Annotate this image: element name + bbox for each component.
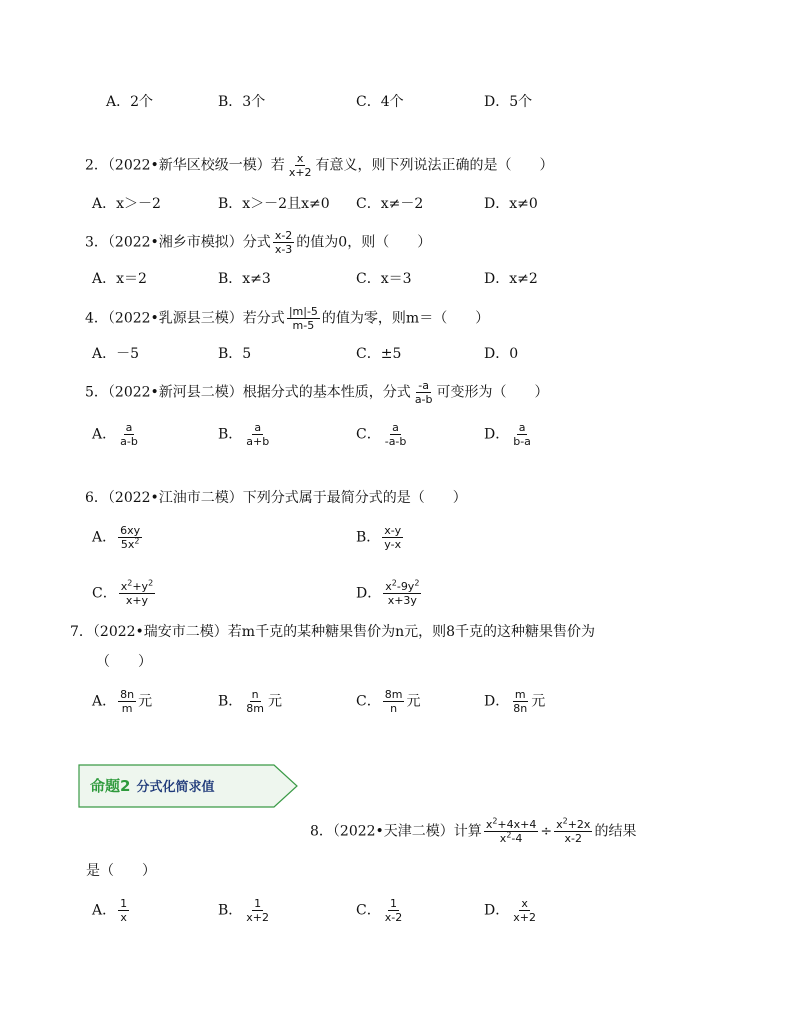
q7-number: 7． (70, 624, 93, 640)
q2-option-b[interactable]: B．x＞－2且x≠0 (218, 196, 330, 212)
q1-option-c[interactable]: C．4个 (356, 94, 404, 110)
q8-b-num: 1 (254, 897, 262, 910)
q8-frac-d (511, 897, 538, 924)
q5-b-num: a (254, 421, 262, 434)
q2-option-c[interactable]: C．x≠－2 (356, 196, 424, 212)
q8-frac-a (118, 897, 129, 924)
q8-f1-n2: 2 (492, 816, 498, 826)
q8-label-a: A． (92, 902, 117, 919)
q7-option-a[interactable] (92, 688, 152, 715)
q6-d-den: x+3y (387, 594, 417, 607)
q2-frac-num: x (296, 152, 304, 165)
q6-d-n1: x (385, 580, 392, 593)
q6-frac-b (382, 524, 403, 551)
q6-option-d[interactable] (356, 580, 423, 607)
q8-source: （2022•天津二模）计算 (332, 823, 482, 840)
q6-d-n3: -9y (396, 580, 415, 593)
q6-option-b[interactable] (356, 524, 405, 551)
q3-number: 3． (85, 234, 108, 251)
q8-fraction-2 (554, 818, 592, 845)
q8-d-num: x (521, 897, 528, 910)
q3-option-b[interactable]: B．x≠3 (218, 271, 271, 287)
q3-option-c[interactable]: C．x＝3 (356, 271, 412, 287)
q8-label-b: B． (218, 902, 243, 919)
q8-f1-d3: -4 (511, 832, 523, 845)
q5-label-a: A． (92, 426, 117, 443)
q5-d-num: a (518, 421, 526, 434)
q4-stem (85, 305, 489, 332)
q2-source: （2022•新华区校级一模）若 (107, 157, 285, 174)
q8-a-den: x (120, 911, 127, 924)
q7-label-c: C． (356, 693, 381, 710)
q7-b-den: 8m (246, 702, 265, 715)
q8-frac1-den (498, 832, 525, 845)
q8-stem (310, 818, 636, 845)
q5-b-den: a+b (246, 435, 270, 448)
q5-fraction (413, 379, 435, 406)
q6-a-den (119, 538, 142, 551)
q7-a-num: 8n (120, 688, 135, 701)
q7-option-c[interactable] (356, 688, 420, 715)
q8-f1-d1: x (499, 832, 507, 845)
section-banner-title (90, 775, 214, 796)
q3-frac-den: x-3 (274, 243, 293, 256)
q5-tail: 可变形为（ ） (436, 384, 549, 401)
q8-f2-n3: +2x (567, 818, 591, 831)
q3-option-d[interactable]: D．x≠2 (484, 271, 538, 287)
q5-label-d: D． (484, 426, 510, 443)
q4-option-c[interactable]: C．±5 (356, 346, 402, 362)
q8-option-c[interactable] (356, 897, 406, 924)
q4-frac-den: m-5 (292, 319, 315, 332)
q8-line2: 是（ ） (86, 863, 156, 879)
q6-a-den-base: 5x (120, 538, 135, 551)
q8-label-d: D． (484, 902, 510, 919)
q2-number: 2． (85, 157, 108, 174)
q6-label-c: C． (92, 585, 117, 602)
q6-label-b: B． (356, 529, 381, 546)
q3-option-a[interactable]: A．x＝2 (92, 271, 147, 287)
q6-frac-d (383, 580, 421, 607)
q5-option-d[interactable] (484, 421, 535, 448)
q8-option-a[interactable] (92, 897, 131, 924)
q5-frac-den: a-b (414, 393, 433, 406)
q7-c-den: n (390, 702, 398, 715)
q5-label-b: B． (218, 426, 243, 443)
q8-option-d[interactable] (484, 897, 540, 924)
q6-b-den: y-x (384, 538, 402, 551)
section-banner-text: 分式化简求值 (136, 780, 215, 795)
q8-f2-n2: 2 (562, 816, 568, 826)
q7-frac-d (511, 688, 529, 715)
q4-frac-num: |m|-5 (288, 305, 318, 318)
q5-label-c: C． (356, 426, 381, 443)
q6-d-n4: 2 (414, 578, 420, 588)
q6-b-num: x-y (384, 524, 402, 537)
q7-unit-d: 元 (531, 693, 546, 710)
q7-unit-a: 元 (138, 693, 153, 710)
q8-frac2-num (554, 818, 592, 832)
q4-option-d[interactable]: D．0 (484, 346, 519, 362)
q3-source: （2022•湘乡市模拟）分式 (107, 234, 271, 251)
q8-c-num: 1 (389, 897, 397, 910)
q6-label-a: A． (92, 529, 117, 546)
q5-c-den: -a-b (384, 435, 407, 448)
q4-tail: 的值为零，则m＝（ ） (321, 310, 490, 327)
q8-fraction-1 (484, 818, 539, 845)
q5-d-den: b-a (513, 435, 531, 448)
q7-option-d[interactable] (484, 688, 545, 715)
q7-a-den: m (121, 702, 133, 715)
q5-frac-c (383, 421, 409, 448)
q6-option-a[interactable] (92, 524, 144, 551)
q8-frac-b (244, 897, 271, 924)
q3-stem (85, 229, 431, 256)
q8-operator: ÷ (540, 823, 553, 840)
q6-c-den: x+y (125, 594, 149, 607)
q7-label-b: B． (218, 693, 243, 710)
q1-option-b[interactable]: B．3个 (218, 94, 266, 110)
q4-number: 4． (85, 310, 108, 327)
q8-a-num: 1 (120, 897, 128, 910)
q4-source: （2022•乳源县三模）若分式 (107, 310, 285, 327)
section-banner-label: 命题2 (90, 777, 131, 795)
q7-text: （2022•瑞安市二模）若m千克的某种糖果售价为n元，则8千克的这种糖果售价为 (92, 624, 596, 640)
q6-option-c[interactable] (92, 580, 157, 607)
q6-d-n2: 2 (391, 578, 397, 588)
q4-option-a[interactable]: A．－5 (92, 346, 140, 362)
q3-tail: 的值为0，则（ ） (296, 234, 432, 251)
q2-option-a[interactable]: A．x＞－2 (92, 196, 161, 212)
q8-label-c: C． (356, 902, 381, 919)
q6-c-n1: x (120, 580, 128, 593)
q1-option-a[interactable]: A．2个 (106, 94, 154, 110)
q6-text: （2022•江油市二模）下列分式属于最简分式的是（ ） (107, 490, 467, 506)
q8-frac2-den: x-2 (564, 832, 583, 845)
q8-d-den: x+2 (513, 911, 536, 924)
q2-frac-den: x+2 (288, 166, 312, 179)
q7-unit-c: 元 (406, 693, 421, 710)
q5-option-a[interactable] (92, 421, 142, 448)
q8-number: 8． (310, 823, 333, 840)
q8-b-den: x+2 (246, 911, 270, 924)
q6-a-den-exp: 2 (134, 536, 140, 546)
q5-a-num: a (125, 421, 133, 434)
q5-frac-a (118, 421, 140, 448)
q8-f1-n1: x (485, 818, 493, 831)
q8-option-b[interactable] (218, 897, 273, 924)
q8-c-den: x-2 (384, 911, 403, 924)
q7-c-num: 8m (384, 688, 403, 701)
q6-a-num: 6xy (120, 524, 141, 537)
q7-paren: （ ） (96, 654, 152, 670)
q6-c-n2: 2 (127, 578, 133, 588)
q7-d-den: 8n (513, 702, 528, 715)
q8-frac-c (383, 897, 404, 924)
q2-tail: 有意义，则下列说法正确的是（ ） (315, 157, 554, 174)
q5-frac-d (511, 421, 533, 448)
q5-option-b[interactable] (218, 421, 273, 448)
q7-label-a: A． (92, 693, 117, 710)
q5-frac-num: -a (418, 379, 430, 392)
q4-option-b[interactable]: B．5 (218, 346, 252, 362)
q5-number: 5． (85, 384, 108, 401)
q5-c-num: a (392, 421, 399, 434)
q5-stem (85, 379, 549, 406)
q6-d-num (383, 580, 421, 594)
q7-b-num: n (251, 688, 259, 701)
q5-source: （2022•新河县二模）根据分式的基本性质，分式 (107, 384, 411, 401)
q6-number: 6． (85, 490, 108, 506)
q7-stem (70, 623, 595, 641)
q6-frac-c (119, 580, 155, 607)
q6-label-d: D． (356, 585, 382, 602)
q2-option-d[interactable]: D．x≠0 (484, 196, 538, 212)
q6-c-n3: +y (132, 580, 149, 593)
q7-unit-b: 元 (268, 693, 283, 710)
q3-frac-num: x-2 (274, 229, 293, 242)
q6-frac-a (118, 524, 142, 551)
q8-f1-n3: +4x+4 (497, 818, 537, 831)
q5-option-c[interactable] (356, 421, 410, 448)
q2-fraction (287, 152, 314, 179)
q7-label-d: D． (484, 693, 510, 710)
q4-fraction (287, 305, 320, 332)
q7-option-b[interactable] (218, 688, 282, 715)
q5-frac-b (244, 421, 271, 448)
q6-c-n4: 2 (148, 578, 154, 588)
q7-frac-b (244, 688, 266, 715)
q8-f2-n1: x (556, 818, 563, 831)
q1-option-d[interactable]: D．5个 (484, 94, 533, 110)
q7-frac-a (118, 688, 136, 715)
q6-stem (85, 489, 467, 507)
q3-fraction (273, 229, 294, 256)
q7-frac-c (383, 688, 405, 715)
q6-c-num (119, 580, 155, 594)
section-banner (78, 764, 298, 808)
q8-tail: 的结果 (594, 823, 637, 840)
q7-d-num: m (514, 688, 526, 701)
q5-a-den: a-b (120, 435, 138, 448)
q2-stem (85, 152, 554, 179)
q8-f1-d2: 2 (506, 830, 512, 840)
